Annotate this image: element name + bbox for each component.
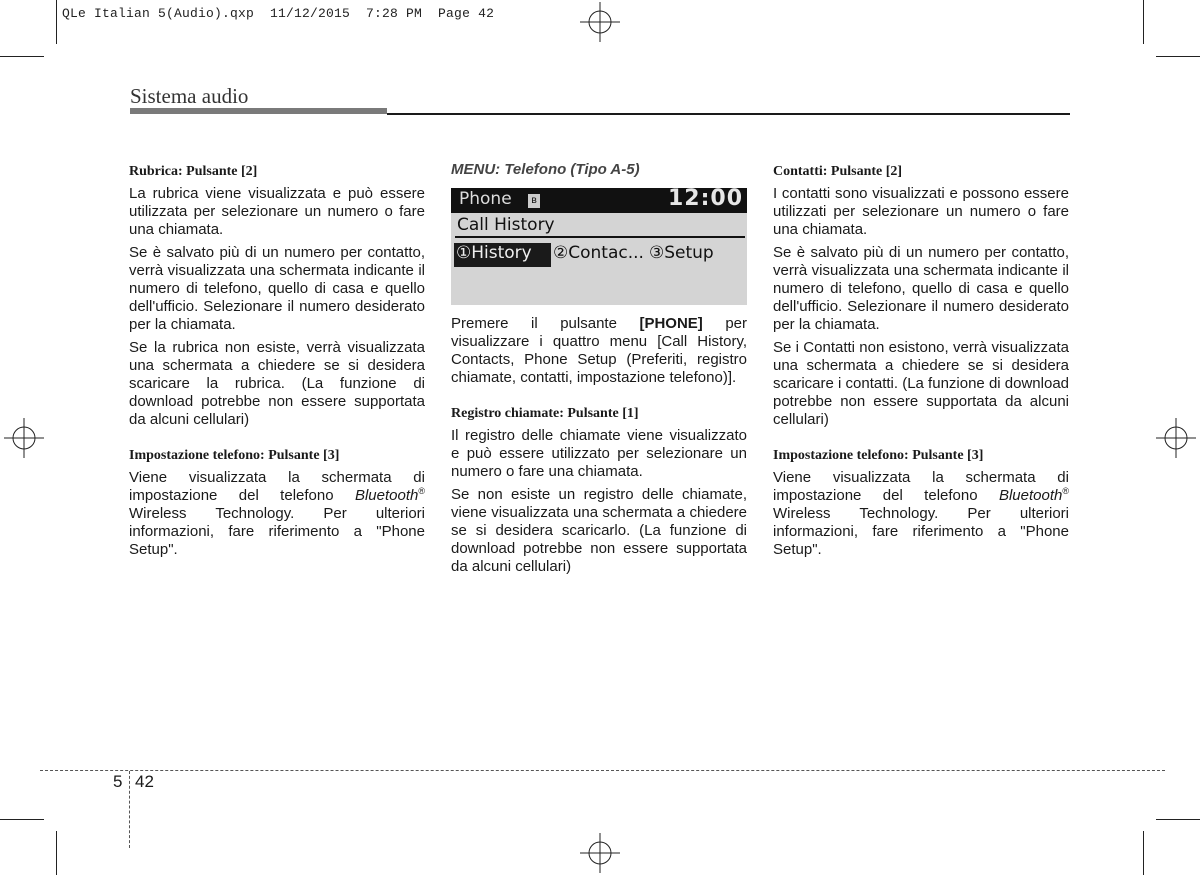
registration-mark-icon (580, 2, 620, 42)
section-title: Sistema audio (130, 84, 249, 108)
registered-mark: ® (418, 486, 425, 496)
text-run: Viene visualizzata la schermata di impostazione del telefono (129, 469, 425, 504)
footer-rule (40, 770, 1165, 771)
header-rule (387, 113, 1070, 115)
bluetooth-icon: ʙ (528, 194, 540, 208)
text-run: Viene visualizzata la schermata di impostazione del telefono (773, 469, 1069, 504)
heading-impostazione-telefono: Impostazione telefono: Pulsante [3] (773, 448, 984, 463)
menu-item-history: ①History (456, 243, 532, 263)
page-number: 42 (135, 772, 154, 791)
paragraph (451, 315, 747, 387)
paragraph: I contatti sono visualizzati e possono essere utilizzati per selezionare un numero o fare una chiamata. (773, 185, 1069, 238)
crop-mark (0, 819, 44, 820)
section-number: 5 (113, 772, 123, 791)
crop-mark (1143, 831, 1144, 875)
header-rule-accent (130, 108, 387, 114)
screen-clock: 12:00 (667, 186, 743, 211)
registration-mark-icon (4, 418, 44, 458)
paragraph: Se non esiste un registro delle chiamate, viene visualizzata una schermata a chiedere se si desidera scaricarlo. (La funzione di download potrebbe non essere supportata da alcuni cellulari) (451, 486, 747, 575)
paragraph: Se è salvato più di un numero per contatto, verrà visualizzata una schermata indicante il numero di telefono, quello di casa e quello dell'ufficio. Selezionare il numero desiderato per la chiamata. (129, 244, 425, 333)
text-run: per visualizzare i quattro menu [Call History, Contacts, Phone Setup (Preferiti, registro chiamate, contatti, impostazione telefono)]. (451, 315, 747, 386)
crop-mark (56, 831, 57, 875)
menu-title: MENU: Telefono (Tipo A-5) (451, 161, 640, 178)
phone-screen-illustration (451, 188, 747, 305)
crop-mark (1143, 0, 1144, 44)
crop-mark (1156, 56, 1200, 57)
text-run: Wireless Technology. Per ulteriori informazioni, fare riferimento a "Phone Setup". (773, 505, 1069, 558)
crop-mark (0, 56, 44, 57)
menu-item-contacts: ②Contac... (553, 243, 644, 263)
text-run: Wireless Technology. Per ulteriori informazioni, fare riferimento a "Phone Setup". (129, 505, 425, 558)
bluetooth-term: Bluetooth (354, 487, 419, 504)
menu-item-setup: ③Setup (649, 243, 714, 263)
crop-mark (1156, 819, 1200, 820)
screen-divider (455, 236, 745, 238)
phone-button-label: [PHONE] (639, 315, 703, 332)
paragraph (129, 469, 425, 559)
paragraph: Se i Contatti non esistono, verrà visualizzata una schermata a chiedere se si desidera scaricare i contatti. (La funzione di download potrebbe non essere supportata da alcuni cellulari) (773, 339, 1070, 428)
crop-mark (56, 0, 57, 44)
registration-mark-icon (580, 833, 620, 873)
column-left (129, 164, 425, 564)
paragraph: Se la rubrica non esiste, verrà visualizzata una schermata a chiedere se si desidera scaricare la rubrica. (La funzione di download potrebbe non essere supportata da alcuni cellulari) (129, 339, 425, 428)
heading-contatti: Contatti: Pulsante [2] (773, 164, 903, 179)
paragraph (773, 469, 1069, 559)
text-run: Premere il pulsante (451, 315, 617, 332)
paragraph: La rubrica viene visualizzata e può essere utilizzata per selezionare un numero o fare una chiamata. (129, 185, 425, 238)
screen-title: Phone (459, 189, 512, 209)
paragraph: Il registro delle chiamate viene visualizzato e può essere utilizzato per selezionare un numero o fare una chiamata. (451, 427, 747, 480)
print-slug: QLe Italian 5(Audio).qxp 11/12/2015 7:28 PM Page 42 (62, 6, 495, 21)
footer-divider (129, 771, 130, 848)
bluetooth-term: Bluetooth (998, 487, 1063, 504)
screen-heading: Call History (457, 215, 555, 235)
heading-rubrica: Rubrica: Pulsante [2] (129, 164, 258, 179)
registration-mark-icon (1156, 418, 1196, 458)
registered-mark: ® (1062, 486, 1069, 496)
column-middle (451, 161, 747, 581)
heading-impostazione-telefono: Impostazione telefono: Pulsante [3] (129, 448, 340, 463)
column-right (773, 164, 1069, 564)
paragraph: Se è salvato più di un numero per contatto, verrà visualizzata una schermata indicante il numero di telefono, quello di casa e quello dell'ufficio. Selezionare il numero desiderato per la chiamata. (773, 244, 1069, 333)
heading-registro-chiamate: Registro chiamate: Pulsante [1] (451, 406, 639, 421)
